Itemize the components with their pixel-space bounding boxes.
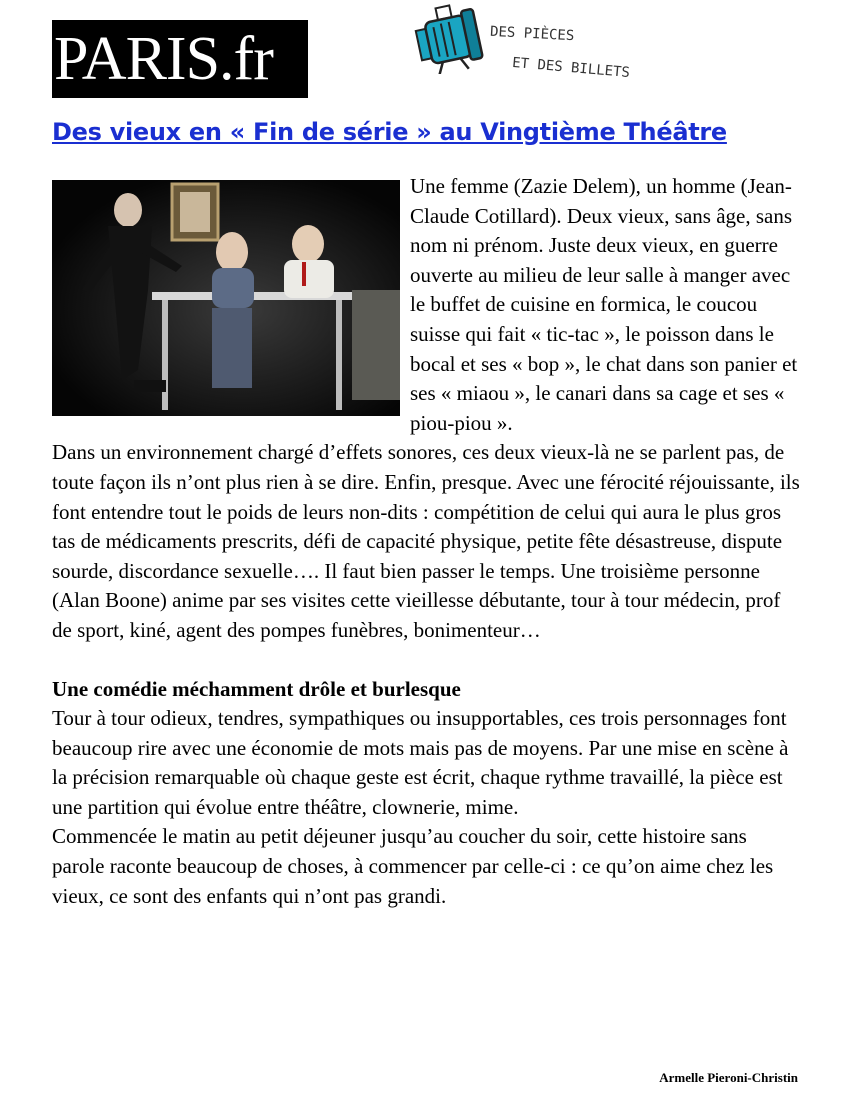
- article-paragraph: Dans un environnement chargé d’effets sonores, ces deux vieux-là ne se parlent pas, de toute façon ils n’ont plus rien à se dire. Enfin, presque. Avec une férocité réjouissante, ils font entendre tout le poids de leurs non-dits : compétition de celui qui aura le plus gros tas de médicaments prescrits, défi de capacité physique, petite fête désastreuse, dispute sourde, discordance sexuelle…. Il faut bien passer le temps. Une troisième personne (Alan Boone) anime par ses visites cette vieillesse débutante, tour à tour médecin, prof de sport, kiné, agent des pompes funèbres, bonimenteur…: [52, 440, 800, 642]
- article-body: [52, 172, 802, 911]
- brand-line-1: DES PIÈCES: [489, 23, 575, 45]
- article-paragraph: Tour à tour odieux, tendres, sympathiques ou insupportables, ces trois personnages font beaucoup rire avec une économie de mots mais pas de moyens. Par une mise en scène à la précision remarquable où chaque geste est écrit, chaque rythme travaillé, la pièce est une partition qui évolue entre théâtre, clownerie, mime.: [52, 706, 789, 819]
- brand-line-2: ET DES BILLETS: [511, 54, 631, 82]
- paris-fr-logo[interactable]: PARIS.fr: [52, 20, 308, 98]
- author-signature: Armelle Pieroni-Christin: [659, 1070, 798, 1085]
- article-paragraph: Commencée le matin au petit déjeuner jusqu’au coucher du soir, cette histoire sans parole raconte beaucoup de choses, à commencer par celle-ci : ce qu’on aime chez les vieux, ce sont des enfants qui n’ont pas grandi.: [52, 824, 774, 908]
- section-subheading: Une comédie méchamment drôle et burlesque: [52, 676, 461, 701]
- article-paragraph: Une femme (Zazie Delem), un homme (Jean-Claude Cotillard). Deux vieux, sans âge, sans nom ni prénom. Juste deux vieux, en guerre ouverte au milieu de leur salle à manger avec le buffet de cuisine en formica, le coucou suisse qui fait « tic-tac », le poisson dans le bocal et ses « bop », le chat dans son panier et ses « miaou », le canari dans sa cage et ses « piou-piou ».: [410, 174, 798, 435]
- spotlight-icon: [410, 2, 490, 74]
- article-headline-link[interactable]: Des vieux en « Fin de série » au Vingtième Théâtre: [52, 118, 727, 146]
